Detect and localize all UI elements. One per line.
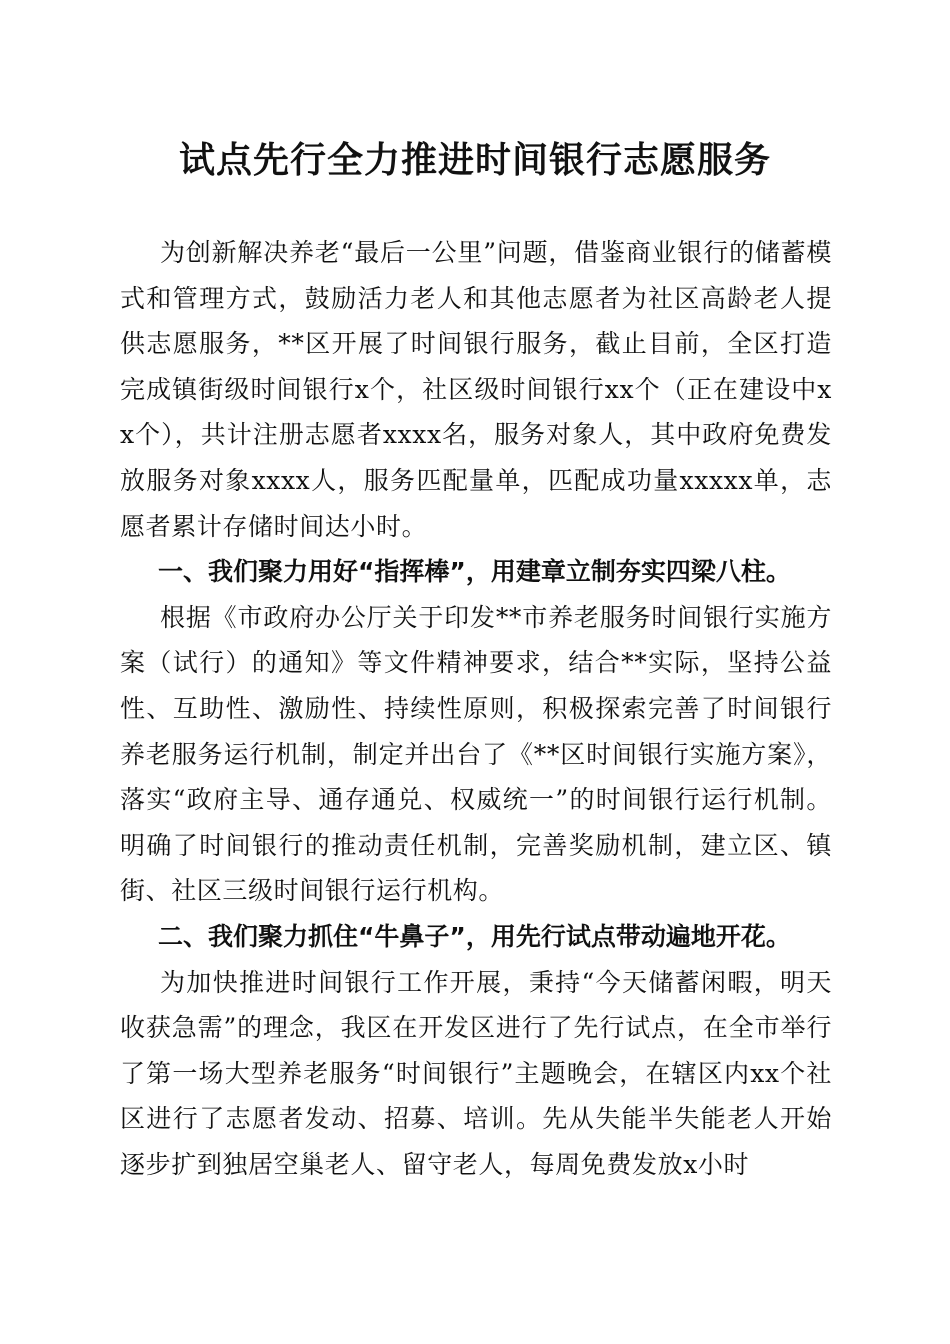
intro-paragraph: 为创新解决养老“最后一公里”问题，借鉴商业银行的储蓄模式和管理方式，鼓励活力老人和其他志愿者为社区高龄老人提供志愿服务，**区开展了时间银行服务，截止目前，全区打造完成镇街级时间银行x个，社区级时间银行xx个（正在建设中xx个），共计注册志愿者xxxx名，服务对象人，其中政府免费发放服务对象xxxx人，服务匹配量单，匹配成功量xxxxx单，志愿者累计存储时间达小时。 bbox=[120, 238, 832, 541]
section-paragraph-2: 为加快推进时间银行工作开展，秉持“今天储蓄闲暇，明天收获急需”的理念，我区在开发区进行了先行试点，在全市举行了第一场大型养老服务“时间银行”主题晚会，在辖区内xx个社区进行了志愿者发动、招募、培训。先从失能半失能老人开始逐步扩到独居空巢老人、留守老人，每周免费发放x小时 bbox=[120, 967, 832, 1179]
section-paragraph-1: 根据《市政府办公厅关于印发**市养老服务时间银行实施方案（试行）的通知》等文件精神要求，结合**实际，坚持公益性、互助性、激励性、持续性原则，积极探索完善了时间银行养老服务运行机制，制定并出台了《**区时间银行实施方案》，落实“政府主导、通存通兑、权威统一”的时间银行运行机制。明确了时间银行的推动责任机制，完善奖励机制，建立区、镇街、社区三级时间银行运行机构。 bbox=[120, 602, 832, 906]
section-heading-1: 一、我们聚力用好“指挥棒”，用建章立制夯实四梁八柱。 bbox=[158, 557, 791, 587]
document-title: 试点先行全力推进时间银行志愿服务 bbox=[178, 139, 771, 181]
document-body bbox=[120, 230, 832, 1187]
section-heading-2: 二、我们聚力抓住“牛鼻子”，用先行试点带动遍地开花。 bbox=[158, 921, 791, 951]
